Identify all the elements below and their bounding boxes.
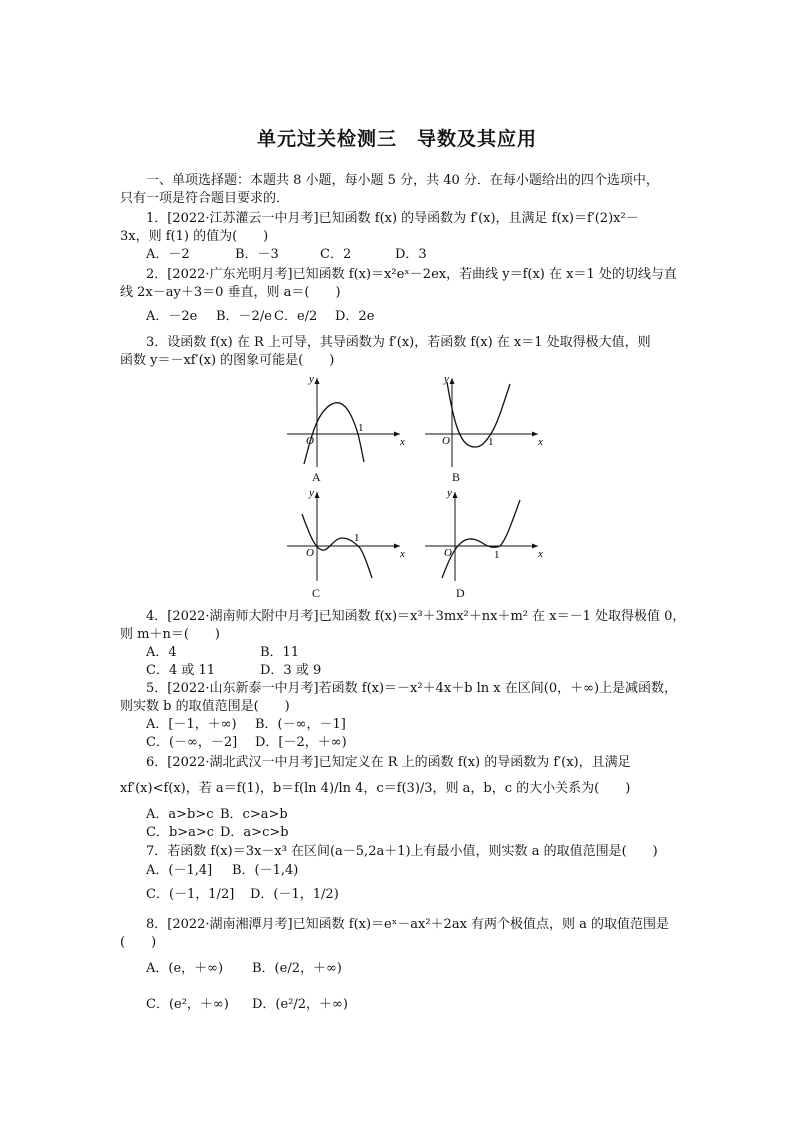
q7-option-b: B．(－1,4) (232, 863, 299, 878)
q3-graph-b-label: B (452, 470, 461, 484)
tick-label: 1 (354, 532, 360, 544)
q5-option-d: D．[－2，＋∞) (255, 735, 347, 750)
q6-option-b: B．c>a>b (220, 807, 288, 822)
y-axis-arrow (315, 378, 320, 384)
q8-option-a: A．(e，＋∞) (146, 961, 224, 976)
q8-option-b: B．(e/2，＋∞) (252, 961, 342, 976)
y-axis-arrow (453, 492, 458, 498)
q5-stem-line1: 5．[2022·山东新泰一中月考]若函数 f(x)＝－x²＋4x＋b ln x 在区间(0，＋∞)上是减函数， (146, 681, 678, 696)
y-label: y (444, 373, 449, 385)
q1-option-b: B．－3 (235, 247, 279, 262)
tick-label: 1 (358, 422, 364, 434)
q2-option-a: A．－2e (146, 309, 198, 324)
curve (442, 500, 520, 578)
section-intro-line1: 一、单项选择题：本题共 8 小题，每小题 5 分，共 40 分．在每小题给出的四个选项中， (146, 173, 659, 188)
q3-graph-a-label: A (312, 470, 321, 484)
q2-stem-line1: 2．[2022·广东光明月考]已知函数 f(x)＝x²eˣ－2ex，若曲线 y＝f(x) 在 x＝1 处的切线与直 (146, 267, 677, 282)
q3-graph-d-label: D (456, 586, 465, 600)
q7-option-a: A．(－1,4] (146, 863, 213, 878)
q3-graph-c (282, 486, 407, 584)
y-label: y (309, 373, 314, 385)
page-title: 单元过关检测三 导数及其应用 (256, 128, 537, 150)
q2-option-b: B．－2/e (216, 309, 272, 324)
q3-graph-a (282, 372, 407, 470)
q8-option-c: C．(e²，＋∞) (146, 997, 229, 1012)
q3-graph-c-label: C (312, 586, 321, 600)
q5-option-a: A．[－1，＋∞) (146, 717, 237, 732)
origin-label: O (306, 547, 314, 559)
q2-stem-line2: 线 2x－ay＋3＝0 垂直，则 a＝( ) (120, 285, 341, 300)
q8-option-d: D．(e²/2，＋∞) (252, 997, 348, 1012)
q3-graph-b (420, 372, 545, 470)
q1-stem-line1: 1．[2022·江苏灌云一中月考]已知函数 f(x) 的导函数为 f′(x)，且满足 f(x)＝f′(2)x²－ (146, 211, 639, 226)
y-label: y (447, 487, 452, 499)
x-label: x (538, 548, 543, 560)
q3-stem-line2: 函数 y＝－xf′(x) 的图象可能是( ) (120, 353, 335, 368)
x-label: x (538, 436, 543, 448)
q1-option-a: A．－2 (146, 247, 190, 262)
q7-option-d: D．(－1，1/2) (250, 887, 339, 902)
q2-option-d: D．2e (335, 309, 375, 324)
q7-stem-line1: 7．若函数 f(x)＝3x－x³ 在区间(a－5,2a＋1)上有最小值，则实数 a 的取值范围是( ) (146, 844, 658, 859)
x-label: x (400, 548, 405, 560)
q4-stem-line1: 4．[2022·湖南师大附中月考]已知函数 f(x)＝x³＋3mx²＋nx＋m² 在 x＝－1 处取得极值 0， (146, 609, 686, 624)
q6-option-a: A．a>b>c (146, 807, 214, 822)
tick-label: 1 (488, 436, 494, 448)
q2-option-c: C．e/2 (274, 309, 318, 324)
q4-option-d: D．3 或 9 (260, 663, 322, 678)
q4-stem-line2: 则 m＋n＝( ) (120, 627, 220, 642)
q5-stem-line2: 则实数 b 的取值范围是( ) (120, 699, 290, 714)
section-intro-line2: 只有一项是符合题目要求的． (120, 191, 290, 206)
origin-label: O (306, 435, 314, 447)
y-axis-arrow (315, 492, 320, 498)
origin-label: O (442, 435, 450, 447)
origin-label: O (444, 547, 452, 559)
q7-option-c: C．(－1，1/2] (146, 887, 235, 902)
curve (447, 382, 510, 447)
q6-option-c: C．b>a>c (146, 825, 215, 840)
q1-option-c: C．2 (320, 247, 352, 262)
curve (304, 403, 364, 464)
q3-graph-d (420, 486, 545, 584)
q1-option-d: D．3 (395, 247, 427, 262)
q3-stem-line1: 3．设函数 f(x) 在 R 上可导，其导函数为 f′(x)，若函数 f(x) 在 x＝1 处取得极大值，则 (146, 335, 651, 350)
x-label: x (400, 436, 405, 448)
q5-option-b: B．(－∞，－1] (255, 717, 346, 732)
q6-option-d: D．a>c>b (220, 825, 289, 840)
y-axis-arrow (450, 378, 455, 384)
q6-stem-line2: xf′(x)<f(x)，若 a＝f(1)，b＝f(ln 4)/ln 4，c＝f(3)/3，则 a，b，c 的大小关系为( ) (120, 781, 631, 796)
q4-option-b: B．11 (260, 645, 300, 660)
y-label: y (309, 487, 314, 499)
q4-option-a: A．4 (146, 645, 177, 660)
q1-stem-line2: 3x，则 f(1) 的值为( ) (120, 229, 269, 244)
q8-stem-line1: 8．[2022·湖南湘潭月考]已知函数 f(x)＝eˣ－ax²＋2ax 有两个极值点，则 a 的取值范围是 (146, 917, 670, 932)
q8-stem-line2: ( ) (120, 935, 157, 950)
q5-option-c: C．(－∞，－2] (146, 735, 238, 750)
q4-option-c: C．4 或 11 (146, 663, 216, 678)
tick-label: 1 (494, 549, 500, 561)
q6-stem-line1: 6．[2022·湖北武汉一中月考]已知定义在 R 上的函数 f(x) 的导函数为 f′(x)，且满足 (146, 755, 631, 770)
